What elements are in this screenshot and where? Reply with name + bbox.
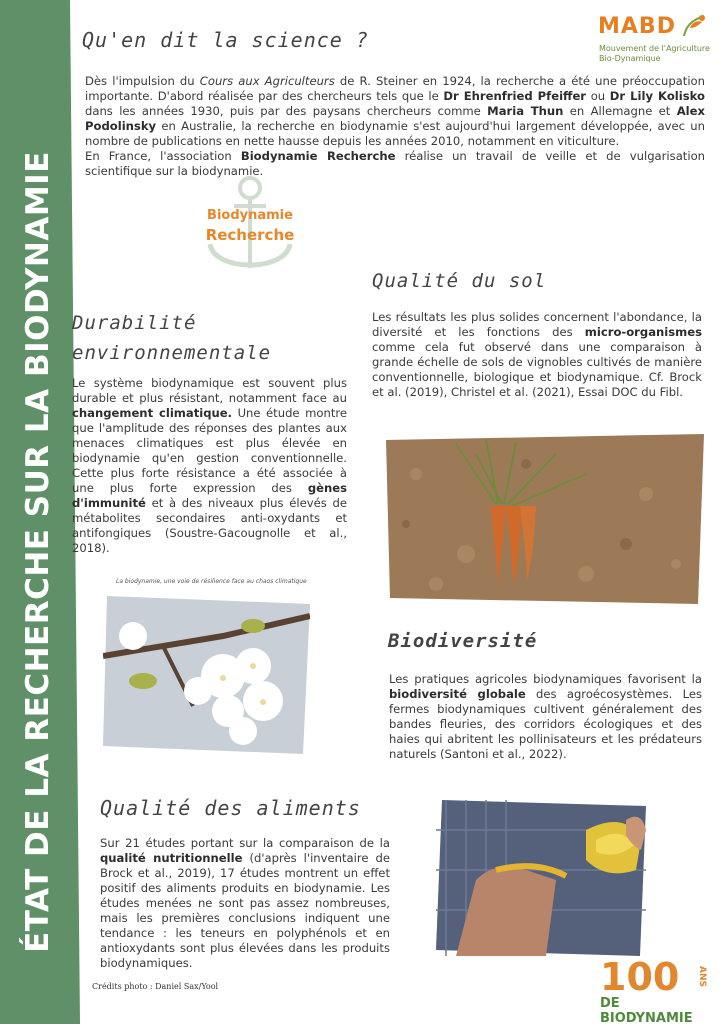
leaf-icon	[680, 12, 708, 40]
100-number: 100	[600, 955, 680, 996]
aliments-text: Sur 21 études portant sur la comparaison de la	[100, 836, 390, 850]
biodiversite-heading: Biodiversité	[388, 630, 538, 652]
durabilite-text: Une étude montre que l'amplitude des réponses des plantes aux menaces climatiques est plus élevée en biodynamie qu'en gestion conventionnelle. Cette plus forte résistance a été associée à une plus forte expression des	[72, 406, 348, 495]
intro-paragraph	[85, 74, 705, 179]
intro-name-pfeiffer: Dr Ehrenfried Pfeiffer	[443, 89, 587, 103]
intro-text: ou	[586, 89, 610, 103]
juice-photo-illustration	[436, 800, 646, 956]
mabd-subtitle	[599, 44, 710, 64]
sol-text: comme cela fut observé dans une comparaison à grande échelle de sols de vignobles cultivés de manière conventionnelle, biologique et biodynamique. Cf. Brock et al. (2019), Christel et al. (2021), Essai DOC du Fibl.	[372, 340, 702, 399]
intro-text: dans les années 1930, puis par des paysans chercheurs comme	[85, 104, 488, 118]
intro-emph-cours: Cours aux Agriculteurs	[199, 74, 335, 88]
intro-name-kolisko: Dr Lily Kolisko	[609, 89, 706, 103]
100-ans-subtitle: DE BIODYNAMIE	[600, 996, 693, 1024]
durabilite-heading-line2: environnementale	[72, 342, 272, 364]
durabilite-heading-line1: Durabilité	[72, 312, 197, 334]
intro-text: En France, l'association	[85, 149, 241, 163]
blossom-photo	[103, 596, 310, 754]
aliments-heading: Qualité des aliments	[100, 796, 361, 820]
intro-heading: Qu'en dit la science ?	[82, 28, 369, 52]
durabilite-paragraph	[72, 376, 347, 556]
mabd-subtitle-line2: Bio-Dynamique	[599, 54, 661, 63]
100-ans-logo	[596, 950, 716, 1024]
aliments-text: (d'après l'inventaire de Brock et al., 2019), 17 études montrent un effet positif des aliments produits en biodynamie. Les études menées ne sont pas assez nombreuses, mais les premières conclusions indiquent une tendance : les teneurs en polyphénols et en antioxydants sont plus élevées dans les produits biodynamiques.	[100, 851, 391, 970]
carrots-photo	[386, 434, 704, 604]
intro-name-thun: Maria Thun	[487, 104, 564, 118]
biodynamie-recherche-logo	[200, 172, 300, 280]
intro-text: en Australie, la recherche en biodynamie s'est aujourd'hui largement développée, avec un nombre de publications en nette hausse depuis les années 2010, notamment en viticulture.	[85, 119, 705, 148]
photo-credits: Crédits photo : Daniel Sax/Yool	[92, 982, 219, 991]
sol-paragraph	[372, 310, 702, 400]
durabilite-emph-genes: gènes d'immunité	[72, 481, 347, 510]
mabd-logo-word: MABD	[598, 14, 676, 39]
intro-text: en Allemagne et	[563, 104, 677, 118]
aliments-emph: qualité nutritionnelle	[100, 851, 243, 865]
br-logo-line2: Recherche	[205, 226, 295, 244]
intro-text: de R. Steiner en 1924, la recherche a été une préoccupation importante. D'abord réalisée par des chercheurs tels que le	[85, 74, 705, 103]
durabilite-emph-climat: changement climatique.	[72, 406, 233, 420]
blossom-caption: La biodynamie, une voie de résilience face au chaos climatique	[116, 578, 307, 585]
intro-text: Dès l'impulsion du	[85, 74, 200, 88]
biodiversite-text: Les pratiques agricoles biodynamiques favorisent la	[389, 672, 702, 686]
biodiversite-paragraph	[389, 672, 702, 762]
aliments-paragraph	[100, 836, 390, 971]
carrots-photo-illustration	[386, 434, 704, 604]
ans-word: ANS	[697, 966, 707, 987]
intro-name-br: Biodynamie Recherche	[240, 149, 396, 163]
durabilite-heading	[72, 308, 271, 368]
sol-text: Les résultats les plus solides concernent l'abondance, la diversité et les fonctions des	[372, 310, 702, 339]
mabd-logo	[596, 10, 711, 70]
mabd-subtitle-line1: Mouvement de l'Agriculture	[599, 44, 710, 53]
side-title: ÉTAT DE LA RECHERCHE SUR LA BIODYNAMIE	[20, 151, 56, 953]
durabilite-text: et à des niveaux plus élevés de métabolites secondaires anti-oxydants et antifongiques (Soustre-Gacougnolle et al., 2018).	[72, 496, 347, 555]
blossom-photo-illustration	[103, 596, 310, 754]
sol-emph: micro-organismes	[584, 325, 702, 339]
intro-text: réalise un travail de veille et de vulgarisation scientifique sur la biodynamie.	[85, 149, 706, 178]
juice-photo	[436, 800, 646, 956]
sol-heading: Qualité du sol	[372, 270, 547, 292]
biodiversite-text: des agroécosystèmes. Les fermes biodynamiques cultivent généralement des bandes fleuries, des corridors écologiques et des haies qui abritent les pollinisateurs et les prédateurs naturels (Santoni et al., 2022).	[389, 687, 702, 761]
br-logo-line1: Biodynamie	[207, 208, 293, 223]
durabilite-text: Le système biodynamique est souvent plus durable et plus résistant, notamment face au	[72, 376, 347, 405]
intro-name-podolinsky: Alex Podolinsky	[85, 104, 705, 133]
100-ans-emblem	[596, 950, 716, 996]
biodiversite-emph: biodiversité globale	[389, 687, 526, 701]
